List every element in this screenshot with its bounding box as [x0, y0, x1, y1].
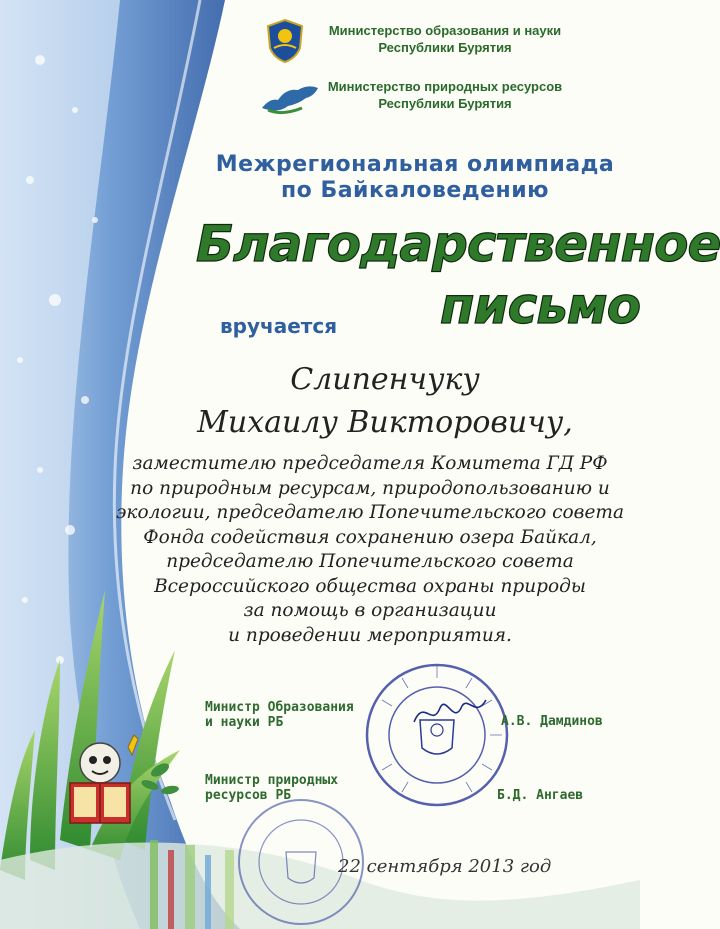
recipient-name: Михаилу Викторовичу, — [197, 405, 573, 440]
signature-title-resources: Министр природных ресурсов РБ — [205, 773, 339, 803]
body-line: заместителю председателя Комитета ГД РФ — [132, 453, 608, 474]
body-line: за помощь в организации — [243, 600, 497, 621]
body-line: председателю Попечительского совета — [166, 551, 574, 572]
body-line: экологии, председателю Попечительского совета — [116, 502, 624, 523]
certificate-date: 22 сентября 2013 год — [338, 856, 552, 877]
handwritten-signature-icon — [410, 688, 490, 732]
awarded-label: вручается — [220, 314, 338, 338]
mascot-reading-icon — [62, 735, 142, 835]
signer-name-resources: Б.Д. Ангаев — [497, 788, 584, 803]
body-line: и проведении мероприятия. — [228, 624, 512, 646]
body-line: по природным ресурсам, природопользованию и — [130, 477, 610, 499]
ministry-natural-resources-title: Министерство природных ресурсов Республики Бурятия — [327, 79, 563, 111]
official-stamp-icon — [362, 660, 512, 810]
signer-name-education: А.В. Дамдинов — [501, 714, 603, 729]
certificate-title-line2: письмо — [440, 277, 641, 335]
signature-title-education: Министр Образования и науки РБ — [205, 700, 354, 730]
coat-of-arms-icon — [262, 18, 308, 64]
olympiad-title: Межрегиональная олимпиада по Байкаловедению — [215, 152, 615, 203]
certificate-title-line1: Благодарственное — [196, 215, 720, 273]
body-line: Всероссийского общества охраны природы — [154, 575, 586, 597]
body-line: Фонда содействия сохранению озера Байкал, — [143, 526, 597, 548]
recipient-surname: Слипенчуку — [290, 362, 480, 397]
ministry-education-title: Министерство образования и науки Республики Бурятия — [328, 23, 562, 55]
certificate-body — [110, 452, 630, 648]
